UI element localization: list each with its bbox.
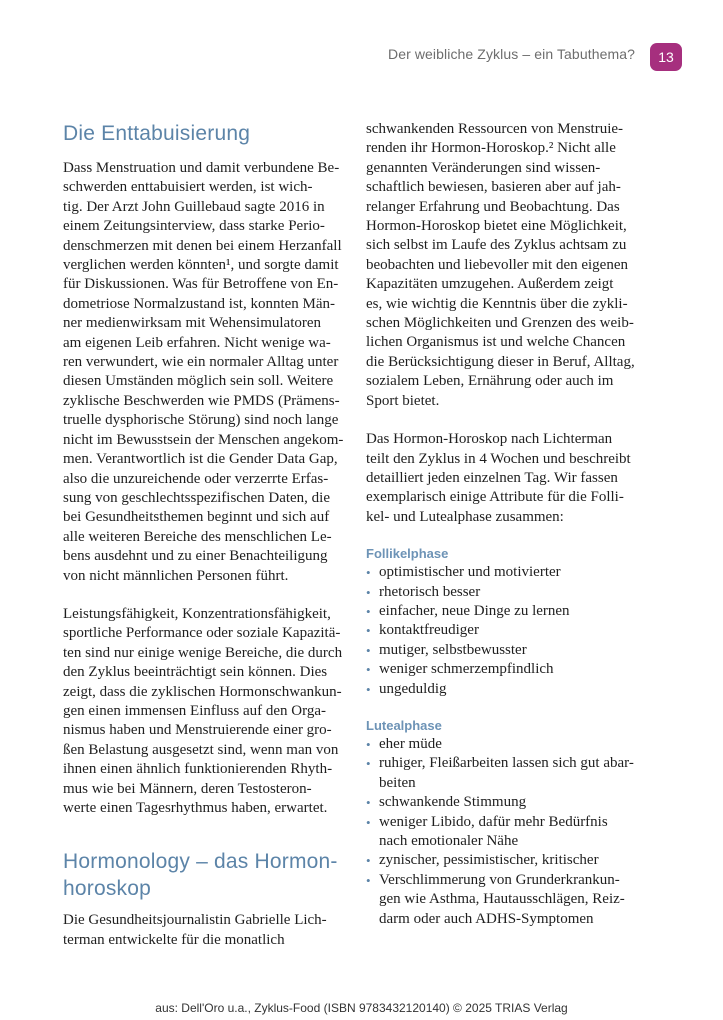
text-line: also die unzureichende oder verzerrte Erfas- <box>63 470 329 487</box>
text-line: Dass Menstruation und damit verbundene Be- <box>63 160 340 176</box>
text-line: schen Möglichkeiten und Grenzen des weib- <box>366 315 634 332</box>
text-line: tig. Der Arzt John Guillebaud sagte 2016 in <box>63 198 325 215</box>
list-item-text: rhetorisch besser <box>379 583 481 600</box>
list-item-text: nach emotionaler Nähe <box>379 833 519 849</box>
list-item-text: einfacher, neue Dinge zu lernen <box>379 602 570 619</box>
bullet-icon: • <box>366 603 371 619</box>
list-item-text: schwankende Stimmung <box>379 794 527 811</box>
text-line: beobachten und liebevoller mit den eigenen <box>366 256 628 273</box>
text-line: für Diskussionen. Was für Betroffene von En- <box>63 276 339 293</box>
heading-enttabuisierung: Die Enttabuisierung <box>63 122 251 145</box>
list-item-text: weniger Libido, dafür mehr Bedürfnis <box>379 813 608 830</box>
text-line: Die Gesundheitsjournalistin Gabrielle Lich- <box>63 912 327 929</box>
text-line: am eigenen Leib erfahren. Nicht wenige wa- <box>63 334 331 351</box>
list-item <box>366 563 646 582</box>
list-item-text: Verschlimmerung von Grunderkrankun- <box>379 871 620 888</box>
paragraph-leistungsfaehigkeit <box>63 605 343 818</box>
right-column <box>366 120 646 929</box>
bullet-icon: • <box>366 795 371 811</box>
text-line: Sport bietet. <box>366 392 440 409</box>
paragraph-menstruation <box>63 159 343 586</box>
text-line: zeigt, dass die zyklischen Hormonschwankun- <box>63 683 342 700</box>
text-line: nicht im Bewusstsein der Menschen angekom- <box>63 431 344 448</box>
list-item <box>366 583 646 602</box>
lutealphase-list <box>366 735 646 929</box>
bullet-icon: • <box>366 681 371 697</box>
text-line: Hormon-Horoskop bietet eine Möglichkeit, <box>366 218 627 235</box>
text-line: horoskop <box>63 877 151 901</box>
text-line: bei Gesundheitsthemen beginnt und sich auf <box>63 509 330 526</box>
text-line: Hormonology – das Hormon- <box>63 850 338 874</box>
text-line: ihnen einen ähnlich funktionierenden Rhyth- <box>63 761 333 778</box>
text-line: renden ihr Hormon-Horoskop.² Nicht alle <box>366 140 616 157</box>
bullet-icon: • <box>366 662 371 678</box>
text-line: diesen Umständen möglich sein soll. Weitere <box>63 373 334 390</box>
text-line: die Berücksichtigung dieser in Beruf, Alltag, <box>366 353 635 370</box>
text-line: dometriose Normalzustand ist, konnten Män- <box>63 295 336 312</box>
bullet-icon: • <box>366 814 371 830</box>
text-line: nismus haben und Menstruierende einer gro- <box>63 722 332 739</box>
list-item <box>366 680 646 699</box>
list-item-text: optimistischer und motivierter <box>379 564 561 581</box>
bullet-icon: • <box>366 584 371 600</box>
text-line: detailliert jeden einzelnen Tag. Wir fassen <box>366 469 618 486</box>
page-number-badge: 13 <box>650 43 682 71</box>
list-item-text: darm oder auch ADHS-Symptomen <box>379 910 594 927</box>
list-item <box>366 871 646 929</box>
text-line: ten sind nur einige wenige Bereiche, die durch <box>63 644 343 661</box>
paragraph-lichterman-intro <box>63 911 343 950</box>
text-line: genannten Veränderungen sind wissen- <box>366 159 601 176</box>
text-line: ner medienwirksam mit Wehensimulatoren <box>63 315 322 332</box>
subheading-follikelphase: Follikelphase <box>366 546 449 562</box>
text-line: verglichen werden könnten¹, und sorgte damit <box>63 257 339 274</box>
list-item <box>366 813 646 852</box>
list-item <box>366 793 646 812</box>
text-line: teilt den Zyklus in 4 Wochen und beschreibt <box>366 450 631 467</box>
list-item-text: eher müde <box>379 735 442 752</box>
bullet-icon: • <box>366 565 371 581</box>
text-line: exemplarisch einige Attribute für die Folli- <box>366 489 624 506</box>
footer-credit: aus: Dell'Oro u.a., Zyklus-Food (ISBN 9783432120140) © 2025 TRIAS Verlag <box>155 1001 568 1015</box>
bullet-icon: • <box>366 736 371 752</box>
list-item <box>366 602 646 621</box>
list-item-text: weniger schmerzempfindlich <box>379 661 554 678</box>
text-line: einem Zeitungsinterview, dass starke Perio- <box>63 218 325 235</box>
heading-hormonology <box>63 848 343 902</box>
list-item <box>366 660 646 679</box>
text-line: kel- und Lutealphase zusammen: <box>366 508 564 525</box>
text-line: sozialem Leben, Ernährung oder auch im <box>366 373 614 390</box>
follikelphase-list <box>366 563 646 699</box>
bullet-icon: • <box>366 642 371 658</box>
running-head-title: Der weibliche Zyklus – ein Tabuthema? <box>387 46 635 62</box>
list-item-text: mutiger, selbstbewusster <box>379 641 527 658</box>
text-line: men. Verantwortlich ist die Gender Data Gap, <box>63 451 338 468</box>
text-line: schwerden enttabuisiert werden, ist wich- <box>63 179 313 196</box>
list-item-text: ungeduldig <box>379 680 447 697</box>
text-line: Leistungsfähigkeit, Konzentrationsfähigkeit, <box>63 605 331 622</box>
text-line: relanger Erfahrung und Beobachtung. Das <box>366 198 620 215</box>
bullet-icon: • <box>366 872 371 888</box>
list-item <box>366 641 646 660</box>
text-line: gen einen immensen Einfluss auf den Orga- <box>63 702 326 719</box>
text-line: truelle dysphorische Störung) sind noch lange <box>63 412 339 429</box>
text-line: terman entwickelte für die monatlich <box>63 931 285 948</box>
list-item <box>366 735 646 754</box>
text-line: sportliche Performance oder soziale Kapazitä- <box>63 625 341 642</box>
list-item <box>366 621 646 640</box>
bullet-icon: • <box>366 756 371 772</box>
list-item-text: beiten <box>379 774 416 791</box>
text-line: den Zyklus beeinträchtigt sein können. Dies <box>63 664 328 681</box>
text-line: von nicht männlichen Personen führt. <box>63 567 289 584</box>
text-line: bens ausdehnt und zu einer Benachteiligung <box>63 548 328 565</box>
list-item <box>366 851 646 870</box>
left-column <box>63 120 343 950</box>
subheading-lutealphase: Lutealphase <box>366 717 442 733</box>
paragraph-zyklus-wochen <box>366 430 646 527</box>
text-line: ßen Belastung ausgesetzt sind, wenn man von <box>63 741 339 758</box>
list-item-text: zynischer, pessimistischer, kritischer <box>379 852 599 869</box>
text-line: sich selbst im Laufe des Zyklus achtsam zu <box>366 237 627 254</box>
paragraph-hormon-horoskop <box>366 120 646 411</box>
text-line: Kapazitäten umzugehen. Außerdem zeigt <box>366 276 614 293</box>
text-line: es, wie wichtig die Kenntnis über die zykli- <box>366 295 628 312</box>
text-line: sung von geschlechtsspezifischen Daten, die <box>63 489 331 506</box>
bullet-icon: • <box>366 853 371 869</box>
text-line: Das Hormon-Horoskop nach Lichterman <box>366 431 613 448</box>
text-line: mus wie bei Männern, deren Testosteron- <box>63 780 312 797</box>
text-line: ren verwundert, wie ein normaler Alltag unter <box>63 354 339 371</box>
text-line: werte einen Tagesrhythmus haben, erwartet. <box>63 800 328 816</box>
list-item <box>366 754 646 793</box>
text-line: schwankenden Ressourcen von Menstruie- <box>366 121 624 137</box>
bullet-icon: • <box>366 623 371 639</box>
text-line: alle weiteren Bereiche des menschlichen Le- <box>63 528 332 545</box>
text-line: denschmerzen mit denen bei einem Herzanfall <box>63 237 342 254</box>
list-item-text: kontaktfreudiger <box>379 622 479 639</box>
text-line: lichen Organismus ist und welche Chancen <box>366 334 626 351</box>
text-line: zyklische Beschwerden wie PMDS (Prämens- <box>63 392 340 409</box>
list-item-text: ruhiger, Fleißarbeiten lassen sich gut abar- <box>379 755 634 772</box>
list-item-text: gen wie Asthma, Hautausschlägen, Reiz- <box>379 891 625 908</box>
text-line: schaftlich bewiesen, basieren aber auf jah- <box>366 179 621 196</box>
